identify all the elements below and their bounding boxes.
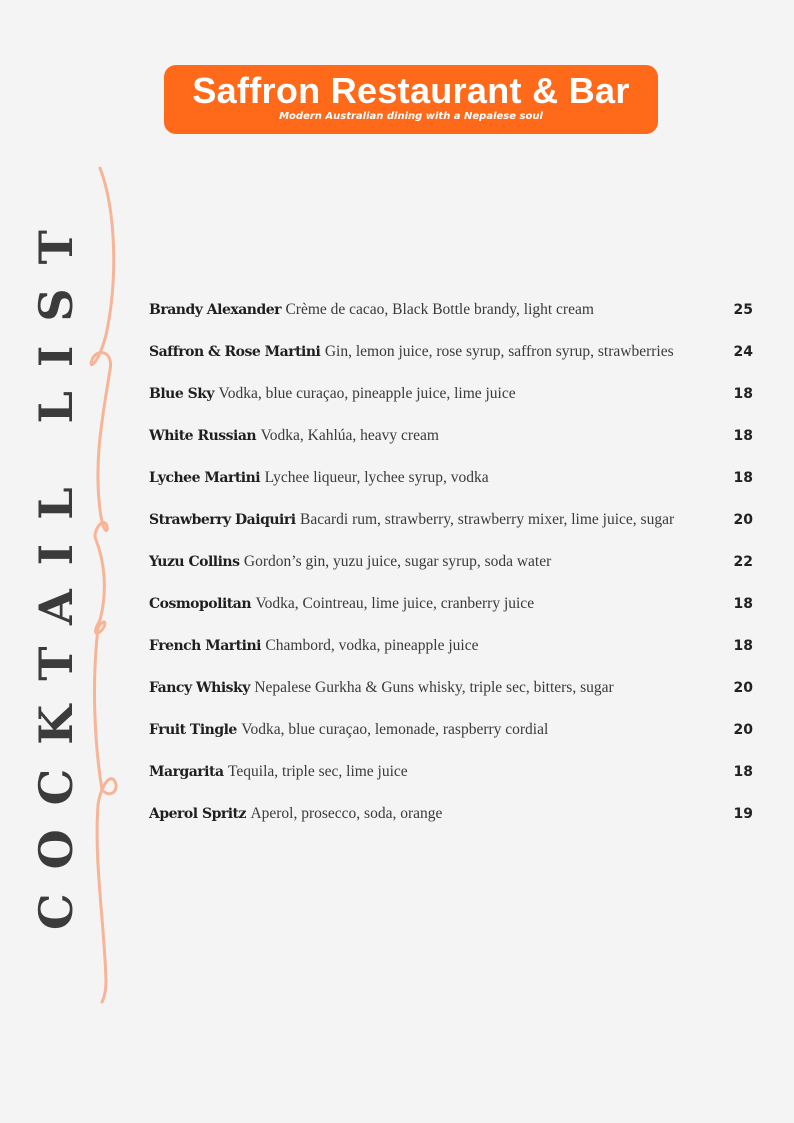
cocktail-price: 18 xyxy=(733,596,753,612)
cocktail-ingredients: Tequila, triple sec, lime juice xyxy=(228,763,408,780)
cocktail-ingredients: Lychee liqueur, lychee syrup, vodka xyxy=(264,469,489,486)
menu-item xyxy=(149,716,757,758)
cocktail-ingredients: Crème de cacao, Black Bottle brandy, light cream xyxy=(285,301,594,318)
restaurant-name: Saffron Restaurant & Bar xyxy=(192,70,630,111)
cocktail-price: 18 xyxy=(733,428,753,444)
cocktail-name: Brandy Alexander xyxy=(149,302,282,318)
menu-item xyxy=(149,800,757,842)
restaurant-tagline: Modern Australian dining with a Nepalese soul xyxy=(279,111,543,122)
cocktail-price: 20 xyxy=(733,512,753,528)
menu-item xyxy=(149,464,757,506)
cocktail-ingredients: Vodka, Kahlúa, heavy cream xyxy=(260,427,439,444)
cocktail-name: Aperol Spritz xyxy=(149,806,246,822)
decorative-swirl-line xyxy=(82,160,132,1005)
cocktail-ingredients: Gin, lemon juice, rose syrup, saffron syrup, strawberries xyxy=(324,343,674,360)
cocktail-price: 25 xyxy=(733,302,753,318)
menu-item xyxy=(149,380,757,422)
cocktail-name: Saffron & Rose Martini xyxy=(149,344,321,360)
cocktail-price: 18 xyxy=(733,470,753,486)
cocktail-name: Margarita xyxy=(149,764,224,780)
cocktail-ingredients: Gordon’s gin, yuzu juice, sugar syrup, soda water xyxy=(243,553,552,570)
cocktail-menu-list xyxy=(149,296,757,842)
cocktail-ingredients: Vodka, blue curaçao, pineapple juice, lime juice xyxy=(218,385,516,402)
menu-item xyxy=(149,758,757,800)
cocktail-name: Strawberry Daiquiri xyxy=(149,512,296,528)
menu-item xyxy=(149,296,757,338)
cocktail-price: 24 xyxy=(733,344,753,360)
cocktail-name: Fruit Tingle xyxy=(149,722,237,738)
cocktail-price: 18 xyxy=(733,386,753,402)
menu-item xyxy=(149,674,757,716)
cocktail-name: White Russian xyxy=(149,428,257,444)
cocktail-list-heading: COCKTAIL LIST xyxy=(29,206,83,930)
cocktail-price: 20 xyxy=(733,722,753,738)
menu-item xyxy=(149,548,757,590)
cocktail-ingredients: Chambord, vodka, pineapple juice xyxy=(265,637,479,654)
restaurant-banner xyxy=(164,65,658,134)
cocktail-ingredients: Vodka, Cointreau, lime juice, cranberry juice xyxy=(255,595,535,612)
cocktail-ingredients: Bacardi rum, strawberry, strawberry mixer, lime juice, sugar xyxy=(300,511,675,528)
menu-item xyxy=(149,590,757,632)
cocktail-price: 22 xyxy=(733,554,753,570)
cocktail-price: 18 xyxy=(733,764,753,780)
cocktail-price: 19 xyxy=(733,806,753,822)
menu-item xyxy=(149,632,757,674)
cocktail-name: Lychee Martini xyxy=(149,470,261,486)
menu-item xyxy=(149,422,757,464)
cocktail-name: Yuzu Collins xyxy=(149,554,240,570)
cocktail-name: Blue Sky xyxy=(149,386,215,402)
cocktail-ingredients: Aperol, prosecco, soda, orange xyxy=(250,805,443,822)
cocktail-price: 18 xyxy=(733,638,753,654)
cocktail-ingredients: Vodka, blue curaçao, lemonade, raspberry cordial xyxy=(241,721,549,738)
cocktail-name: Cosmopolitan xyxy=(149,596,251,612)
cocktail-name: French Martini xyxy=(149,638,261,654)
menu-item xyxy=(149,338,757,380)
cocktail-price: 20 xyxy=(733,680,753,696)
cocktail-ingredients: Nepalese Gurkha & Guns whisky, triple sec, bitters, sugar xyxy=(254,679,614,696)
menu-item xyxy=(149,506,757,548)
cocktail-name: Fancy Whisky xyxy=(149,680,250,696)
